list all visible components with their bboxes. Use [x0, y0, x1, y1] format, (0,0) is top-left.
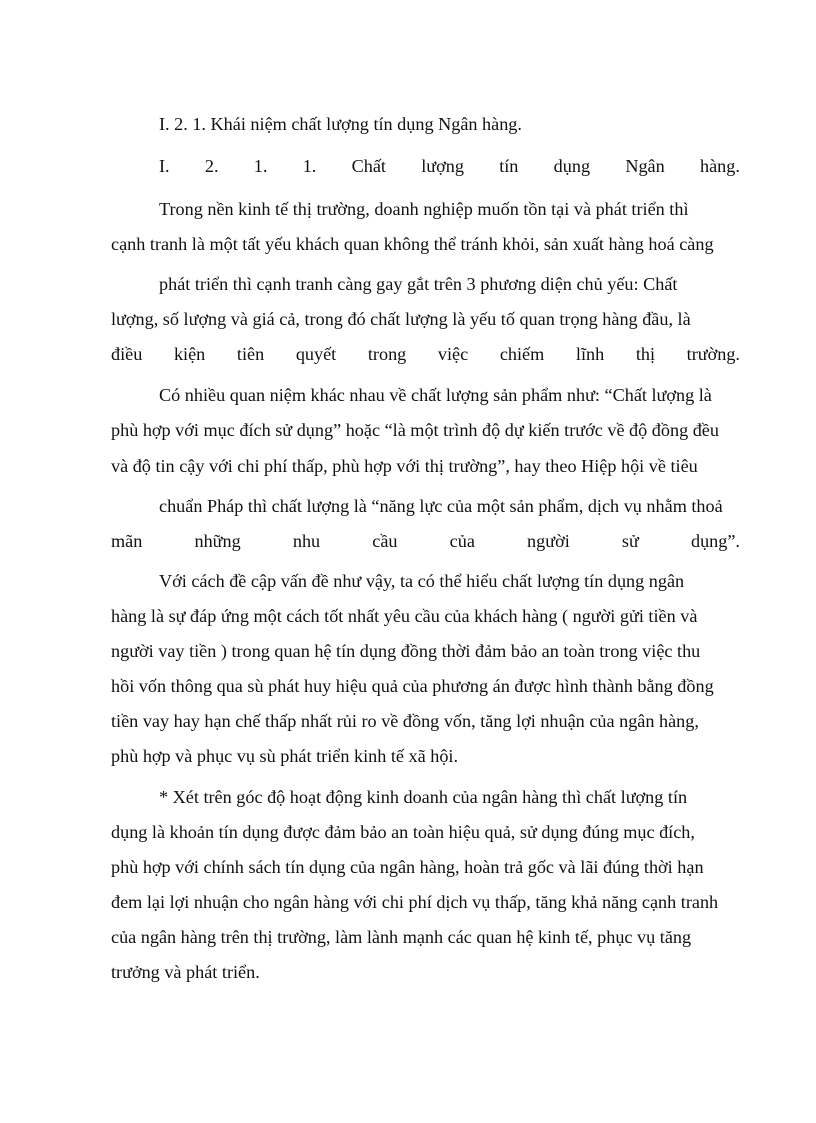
- heading-word: 2.: [204, 156, 219, 176]
- word: thị: [635, 344, 656, 364]
- paragraph-line: Có nhiều quan niệm khác nhau về chất lượng sản phẩm như: “Chất lượng là: [159, 385, 712, 405]
- heading-word: 1.: [253, 156, 268, 176]
- paragraph-line: cạnh tranh là một tất yếu khách quan không thể tránh khỏi, sản xuất hàng hoá càng: [111, 234, 714, 254]
- paragraph-line: * Xét trên góc độ hoạt động kinh doanh của ngân hàng thì chất lượng tín: [159, 787, 688, 807]
- paragraph-line: hồi vốn thông qua sù phát huy hiệu quả của phương án được hình thành bằng đồng: [111, 676, 714, 696]
- word: cầu: [372, 531, 398, 551]
- subsection-heading: [159, 154, 740, 178]
- paragraph-line: trưởng và phát triển.: [111, 962, 260, 982]
- paragraph-line-justified: [111, 529, 740, 553]
- word: những: [194, 531, 241, 551]
- paragraph-line: phát triển thì cạnh tranh càng gay gắt trên 3 phương diện chủ yếu: Chất: [159, 274, 678, 294]
- heading-word: dụng: [553, 156, 591, 176]
- section-heading: I. 2. 1. Khái niệm chất lượng tín dụng Ngân hàng.: [159, 114, 522, 134]
- word: kiện: [173, 344, 206, 364]
- paragraph-line: tiền vay hay hạn chế thấp nhất rủi ro về đồng vốn, tăng lợi nhuận của ngân hàng,: [111, 711, 699, 731]
- word: quyết: [295, 344, 337, 364]
- paragraph-line: người vay tiền ) trong quan hệ tín dụng đồng thời đảm bảo an toàn trong việc thu: [111, 641, 701, 661]
- paragraph-line: dụng là khoản tín dụng được đảm bảo an toàn hiệu quả, sử dụng đúng mục đích,: [111, 822, 695, 842]
- paragraph-line: phù hợp với chính sách tín dụng của ngân hàng, hoàn trả gốc và lãi đúng thời hạn: [111, 857, 704, 877]
- paragraph-line: và độ tin cậy với chi phí thấp, phù hợp với thị trường”, hay theo Hiệp hội về tiêu: [111, 456, 698, 476]
- word: chiếm: [499, 344, 545, 364]
- word: trong: [367, 344, 407, 364]
- heading-word: lượng: [421, 156, 464, 176]
- heading-word: I.: [159, 156, 170, 176]
- word: lĩnh: [575, 344, 605, 364]
- word: việc: [437, 344, 469, 364]
- word: trường.: [686, 344, 740, 364]
- word: người: [527, 531, 570, 551]
- heading-word: hàng.: [699, 156, 740, 176]
- word: sử: [621, 531, 639, 551]
- paragraph-line: của ngân hàng trên thị trường, làm lành mạnh các quan hệ kinh tế, phục vụ tăng: [111, 927, 692, 947]
- paragraph-line: phù hợp và phục vụ sù phát triển kinh tế xã hội.: [111, 746, 459, 766]
- paragraph-line-justified: [111, 342, 740, 366]
- paragraph-line: đem lại lợi nhuận cho ngân hàng với chi phí dịch vụ thấp, tăng khả năng cạnh tranh: [111, 892, 719, 912]
- paragraph-line: phù hợp với mục đích sử dụng” hoặc “là một trình độ dự kiến trước về độ đồng đều: [111, 420, 719, 440]
- heading-word: tín: [499, 156, 519, 176]
- paragraph-line: hàng là sự đáp ứng một cách tốt nhất yêu cầu của khách hàng ( người gửi tiền và: [111, 606, 698, 626]
- paragraph-line: chuẩn Pháp thì chất lượng là “năng lực của một sản phẩm, dịch vụ nhằm thoả: [159, 496, 723, 516]
- word: mãn: [111, 531, 143, 551]
- heading-word: 1.: [302, 156, 317, 176]
- word: dụng”.: [690, 531, 740, 551]
- word: nhu: [292, 531, 321, 551]
- word: tiên: [236, 344, 265, 364]
- word: của: [449, 531, 475, 551]
- word: điều: [111, 344, 143, 364]
- paragraph-line: Trong nền kinh tế thị trường, doanh nghiệp muốn tồn tại và phát triển thì: [159, 199, 689, 219]
- heading-word: Ngân: [625, 156, 665, 176]
- heading-word: Chất: [351, 156, 386, 176]
- paragraph-line: Với cách đề cập vấn đề như vậy, ta có thể hiểu chất lượng tín dụng ngân: [159, 571, 685, 591]
- paragraph-line: lượng, số lượng và giá cả, trong đó chất lượng là yếu tố quan trọng hàng đầu, là: [111, 309, 691, 329]
